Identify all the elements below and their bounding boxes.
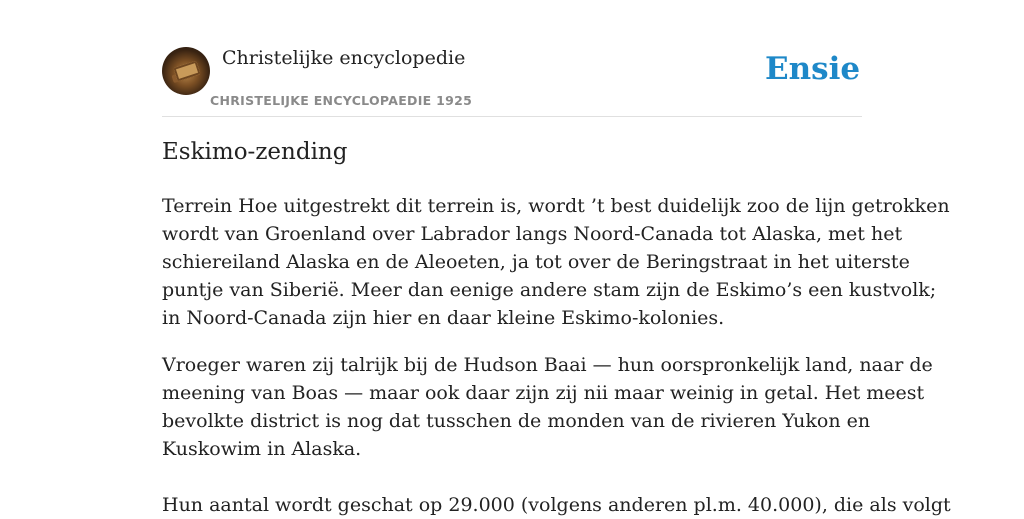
ensie-logo-link[interactable]: Ensie: [765, 51, 861, 87]
book-avatar-icon[interactable]: [162, 47, 210, 95]
text-line: Hun aantal wordt geschat op 29.000 (volgens anderen pl.m. 40.000), die als volgt: [162, 494, 951, 516]
article-title: Eskimo-zending: [162, 139, 348, 165]
book-shape: [173, 61, 200, 82]
site-name-link[interactable]: Christelijke encyclopedie: [222, 47, 466, 69]
text-line: schiereiland Alaska en de Aleoeten, ja tot over de Beringstraat in het uiterste: [162, 251, 910, 273]
site-subtitle: CHRISTELIJKE ENCYCLOPAEDIE 1925: [210, 93, 473, 108]
article-paragraph: [162, 491, 951, 519]
article-paragraph: [162, 351, 933, 463]
article-body: [162, 192, 951, 519]
text-line: Kuskowim in Alaska.: [162, 438, 362, 460]
text-line: meening van Boas — maar ook daar zijn zij nii maar weinig in getal. Het meest: [162, 382, 925, 404]
text-line: wordt van Groenland over Labrador langs Noord-Canada tot Alaska, met het: [162, 223, 903, 245]
text-line: puntje van Siberië. Meer dan eenige andere stam zijn de Eskimo’s een kustvolk;: [162, 279, 937, 301]
text-line: Terrein Hoe uitgestrekt dit terrein is, wordt ’t best duidelijk zoo de lijn getrokken: [162, 195, 950, 217]
article-paragraph: [162, 192, 950, 332]
text-line: bevolkte district is nog dat tusschen de monden van de rivieren Yukon en: [162, 410, 871, 432]
text-line: in Noord-Canada zijn hier en daar kleine Eskimo-kolonies.: [162, 307, 725, 329]
site-header: [162, 46, 862, 117]
text-line: Vroeger waren zij talrijk bij de Hudson Baai — hun oorspronkelijk land, naar de: [162, 354, 933, 376]
